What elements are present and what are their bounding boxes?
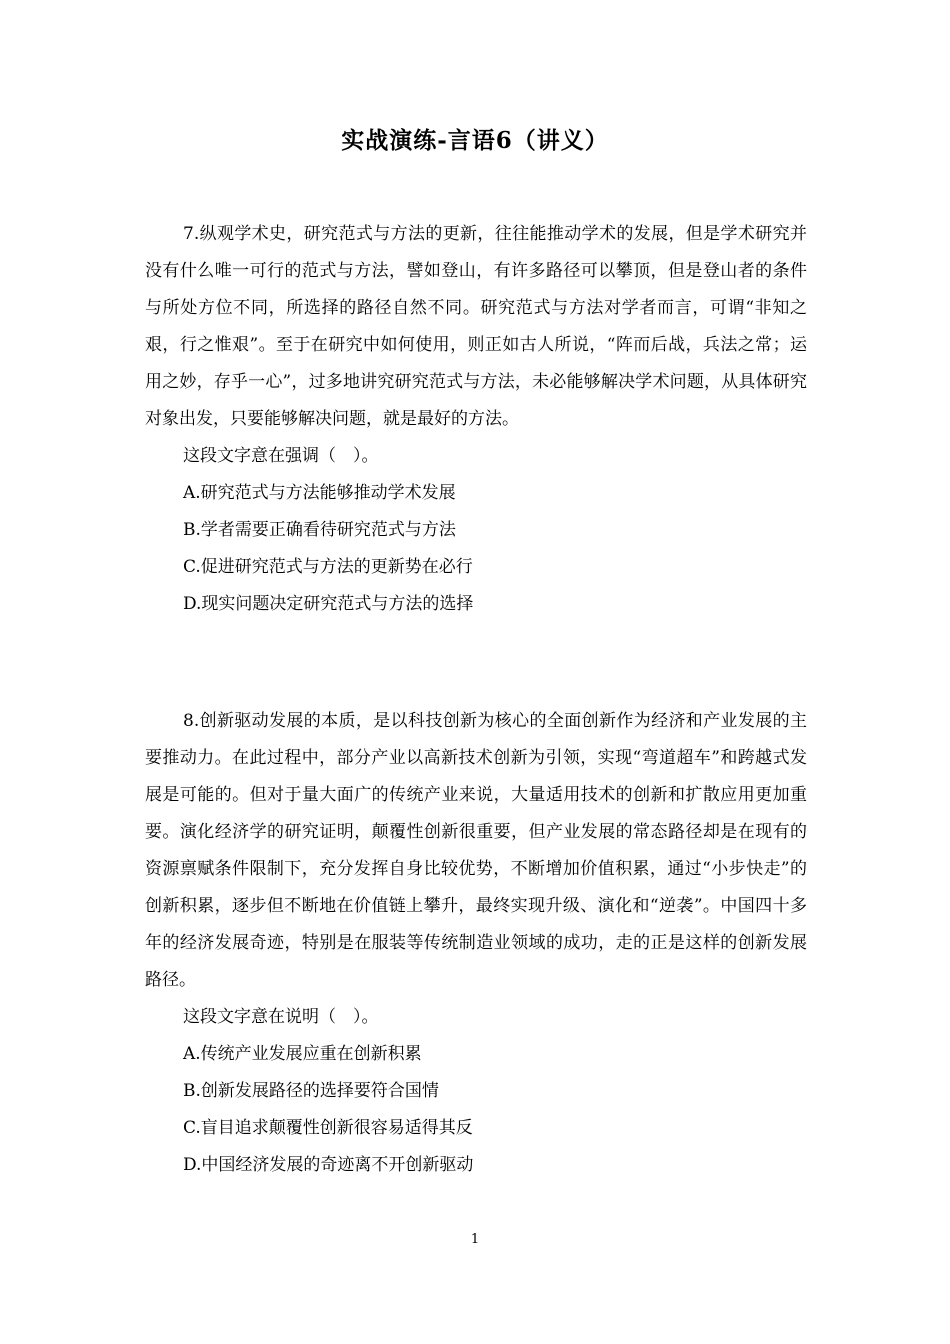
option-c[interactable]: C.促进研究范式与方法的更新势在必行 [183,557,473,577]
option-d[interactable]: D.现实问题决定研究范式与方法的选择 [183,594,474,614]
question-stem: 8.创新驱动发展的本质，是以科技创新为核心的全面创新作为经济和产业发展的主要推动力。在此过程中，部分产业以高新技术创新为引领，实现“弯道超车”和跨越式发展是可能的。但对于量大面广的传统产业来说，大量适用技术的创新和扩散应用更加重要。演化经济学的研究证明，颠覆性创新很重要，但产业发展的常态路径却是在现有的资源禀赋条件限制下，充分发挥自身比较优势，不断增加价值积累，通过“小步快走”的创新积累，逐步但不断地在价值链上攀升，最终实现升级、演化和“逆袭”。中国四十多年的经济发展奇迹，特别是在服装等传统制造业领域的成功，走的正是这样的创新发展路径。 [145,711,807,990]
option-list [145,475,807,623]
question-prompt: 这段文字意在强调（ ）。 [183,446,379,466]
option-a[interactable]: A.传统产业发展应重在创新积累 [183,1044,422,1064]
option-c[interactable]: C.盲目追求颠覆性创新很容易适得其反 [183,1118,473,1138]
option-b[interactable]: B.创新发展路径的选择要符合国情 [183,1081,439,1101]
page-number: 1 [470,1232,480,1247]
question-prompt: 这段文字意在说明（ ）。 [183,1007,379,1027]
page-title: 实战演练-言语6（讲义） [341,127,609,154]
option-list [145,1036,807,1184]
option-a[interactable]: A.研究范式与方法能够推动学术发展 [183,483,456,503]
question-stem: 7.纵观学术史，研究范式与方法的更新，往往能推动学术的发展，但是学术研究并没有什么唯一可行的范式与方法，譬如登山，有许多路径可以攀顶，但是登山者的条件与所处方位不同，所选择的路径自然不同。研究范式与方法对学者而言，可谓“非知之艰，行之惟艰”。至于在研究中如何使用，则正如古人所说，“阵而后战，兵法之常；运用之妙，存乎一心”，过多地讲究研究范式与方法，未必能够解决学术问题，从具体研究对象出发，只要能够解决问题，就是最好的方法。 [145,224,807,429]
option-b[interactable]: B.学者需要正确看待研究范式与方法 [183,520,456,540]
question-8 [145,703,807,1184]
question-7 [145,216,807,623]
option-d[interactable]: D.中国经济发展的奇迹离不开创新驱动 [183,1155,474,1175]
